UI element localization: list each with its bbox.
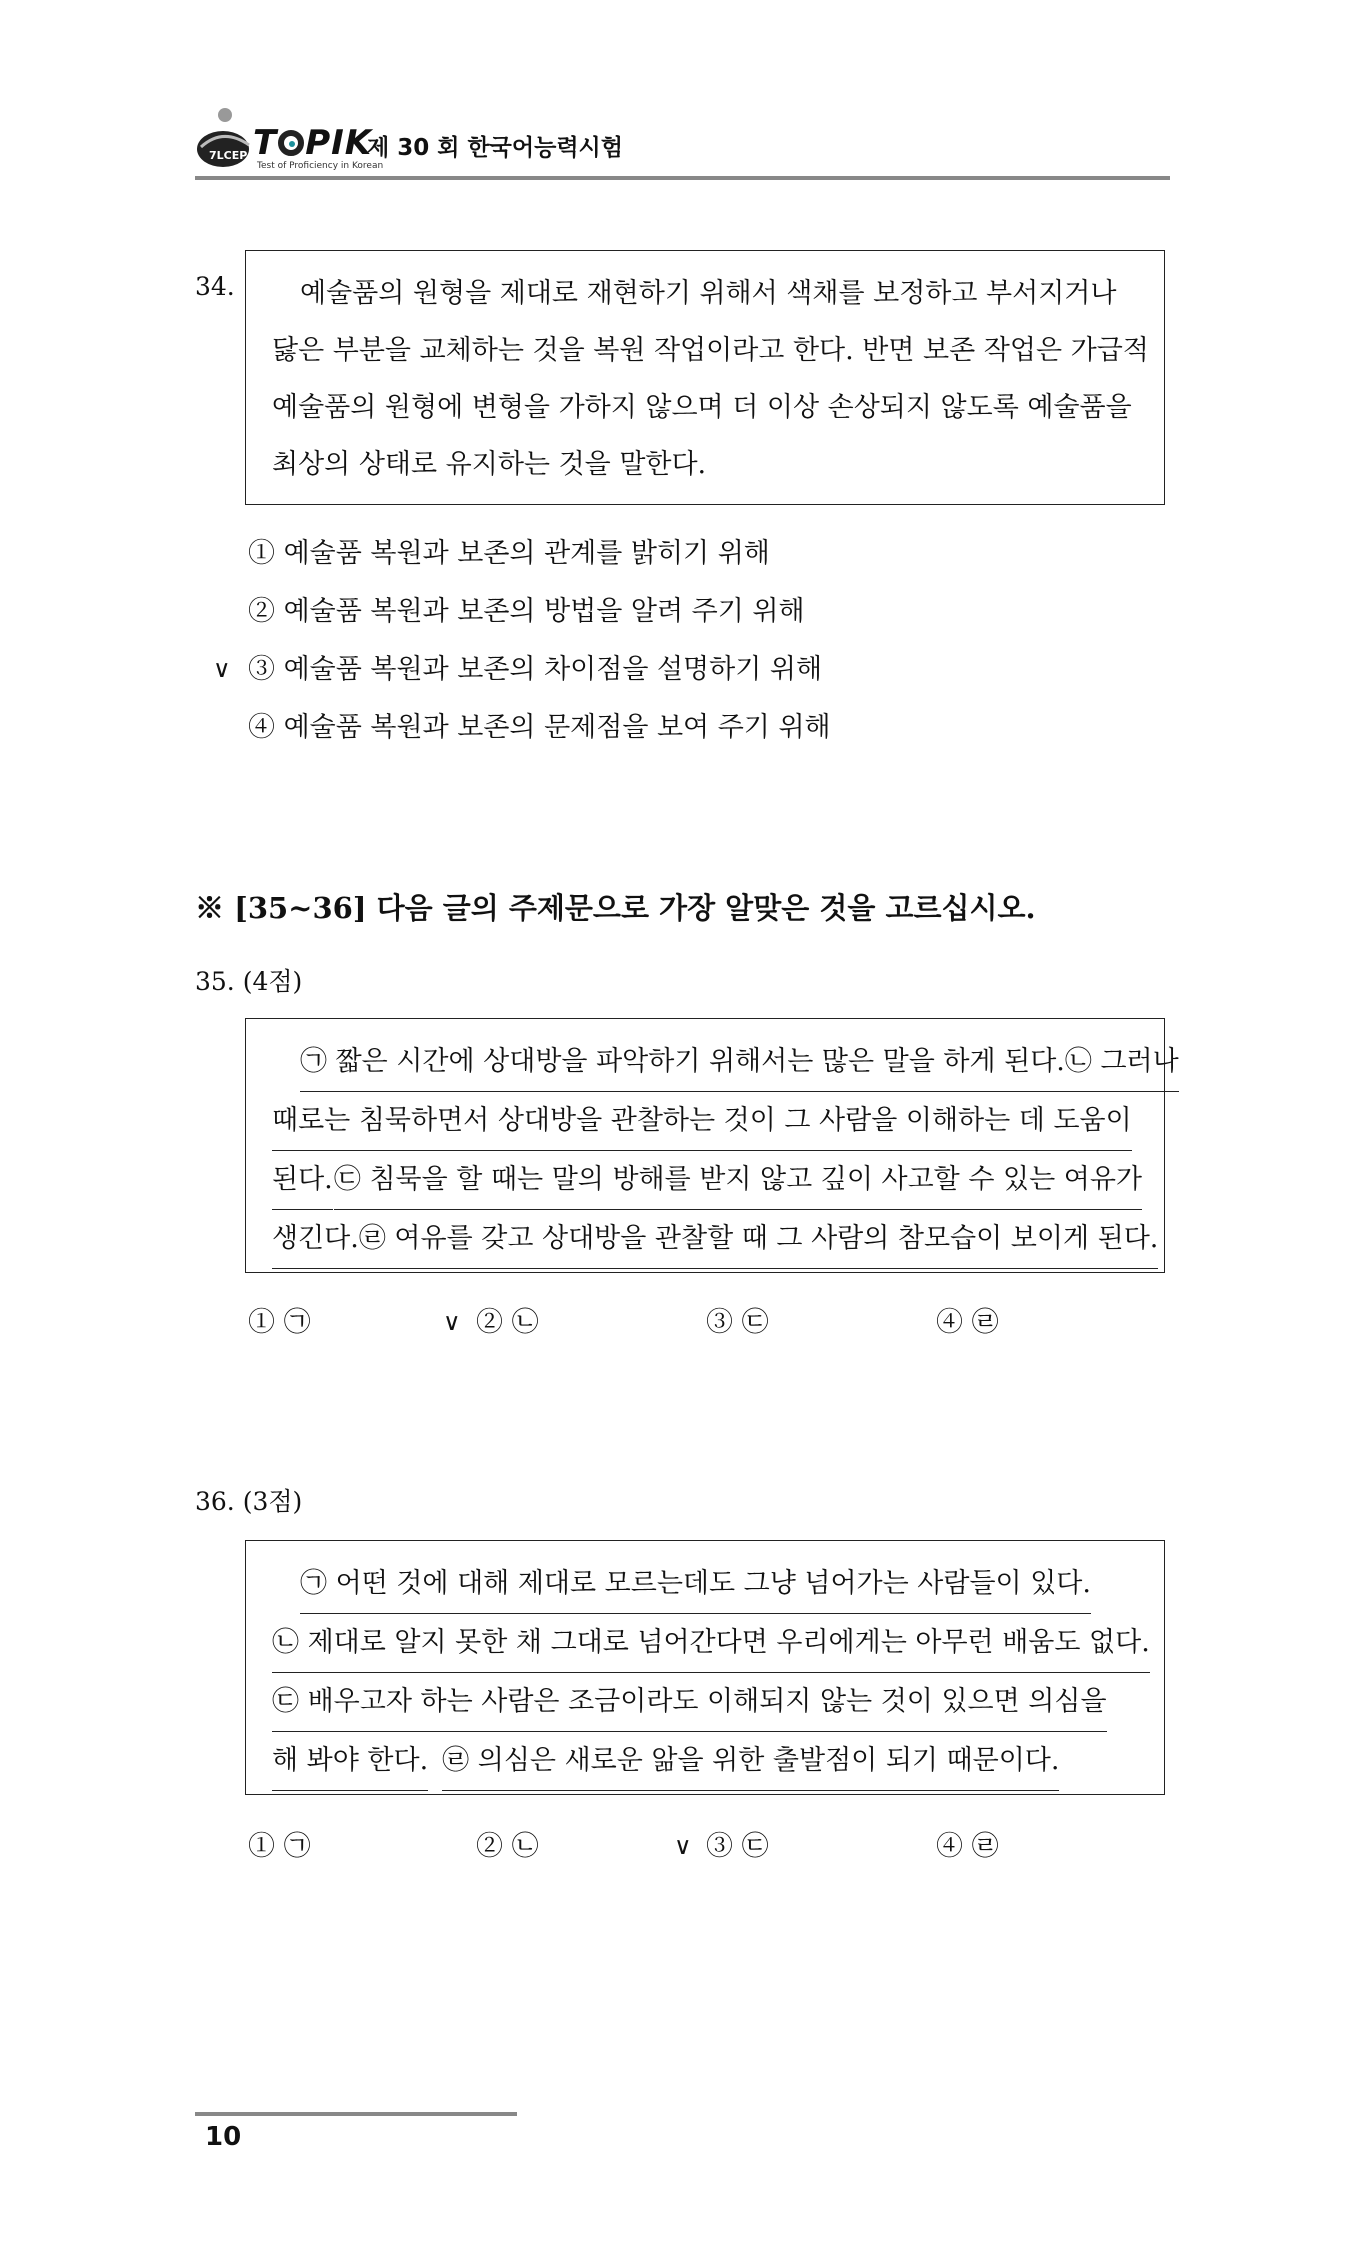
q34-option-1[interactable]: ① 예술품 복원과 보존의 관계를 밝히기 위해 [248, 538, 770, 569]
q34-option-3[interactable]: ③ 예술품 복원과 보존의 차이점을 설명하기 위해 [248, 654, 823, 685]
svg-text:7LCEP: 7LCEP [209, 149, 248, 162]
q36-answer-checkmark: ∨ [674, 1832, 692, 1860]
passage-line: 닳은 부분을 교체하는 것을 복원 작업이라고 한다. 반면 보존 작업은 가급적 [272, 335, 1149, 366]
passage-line: 최상의 상태로 유지하는 것을 말한다. [272, 449, 707, 480]
q35-option-4[interactable]: ④ ㉣ [936, 1307, 999, 1338]
q35-option-3[interactable]: ③ ㉢ [706, 1307, 769, 1338]
question-36-number: 36. (3점) [195, 1487, 303, 1516]
q35-option-2[interactable]: ② ㉡ [476, 1307, 539, 1338]
page-header [195, 105, 1170, 185]
topik-logo-text: T PIK [253, 123, 373, 163]
q34-option-2[interactable]: ② 예술품 복원과 보존의 방법을 알려 주기 위해 [248, 596, 805, 627]
q36-option-4[interactable]: ④ ㉣ [936, 1831, 999, 1862]
q36-option-2[interactable]: ② ㉡ [476, 1831, 539, 1862]
question-34-number: 34. [195, 272, 235, 301]
passage-line: 예술품의 원형을 제대로 재현하기 위해서 색채를 보정하고 부서지거나 [300, 278, 1117, 309]
q35-option-1[interactable]: ① ㉠ [248, 1307, 311, 1338]
passage-line: 생긴다. ㉣ 여유를 갖고 상대방을 관찰할 때 그 사람의 참모습이 보이게 된다. [272, 1210, 1142, 1269]
passage-line: ㉡ 제대로 알지 못한 채 그대로 넘어간다면 우리에게는 아무런 배움도 없다. [272, 1614, 1142, 1673]
question-35-number: 35. (4점) [195, 967, 303, 996]
passage-line: ㉠ 어떤 것에 대해 제대로 모르는데도 그냥 넘어가는 사람들이 있다. [272, 1555, 1142, 1614]
section-instruction: ※ [35~36] 다음 글의 주제문으로 가장 알맞은 것을 고르십시오. [195, 891, 1036, 925]
q35-answer-checkmark: ∨ [443, 1308, 461, 1336]
page-number: 10 [205, 2122, 242, 2152]
passage-line: 예술품의 원형에 변형을 가하지 않으며 더 이상 손상되지 않도록 예술품을 [272, 392, 1132, 423]
logo-o-icon [278, 130, 304, 156]
footer-divider [195, 2112, 517, 2116]
question-34-passage [245, 250, 1165, 505]
header-divider [195, 176, 1170, 180]
q36-option-1[interactable]: ① ㉠ [248, 1831, 311, 1862]
question-35-passage [245, 1018, 1179, 1273]
passage-line: 된다. ㉢ 침묵을 할 때는 말의 방해를 받지 않고 깊이 사고할 수 있는 여유가 [272, 1151, 1142, 1210]
logo-subtitle: Test of Proficiency in Korean [257, 161, 384, 171]
question-36-passage [245, 1540, 1165, 1795]
q34-answer-checkmark: ∨ [213, 655, 231, 683]
passage-line: ㉠ 짧은 시간에 상대방을 파악하기 위해서는 많은 말을 하게 된다. ㉡ 그러나 [272, 1033, 1142, 1092]
q36-option-3[interactable]: ③ ㉢ [706, 1831, 769, 1862]
q34-option-4[interactable]: ④ 예술품 복원과 보존의 문제점을 보여 주기 위해 [248, 712, 831, 743]
exam-title: 제 30 회 한국어능력시험 [367, 135, 623, 161]
passage-line: 해 봐야 한다. ㉣ 의심은 새로운 앎을 위한 출발점이 되기 때문이다. [272, 1732, 1142, 1791]
passage-line: ㉢ 배우고자 하는 사람은 조금이라도 이해되지 않는 것이 있으면 의심을 [272, 1673, 1142, 1732]
passage-line: 때로는 침묵하면서 상대방을 관찰하는 것이 그 사람을 이해하는 데 도움이 [272, 1092, 1142, 1151]
